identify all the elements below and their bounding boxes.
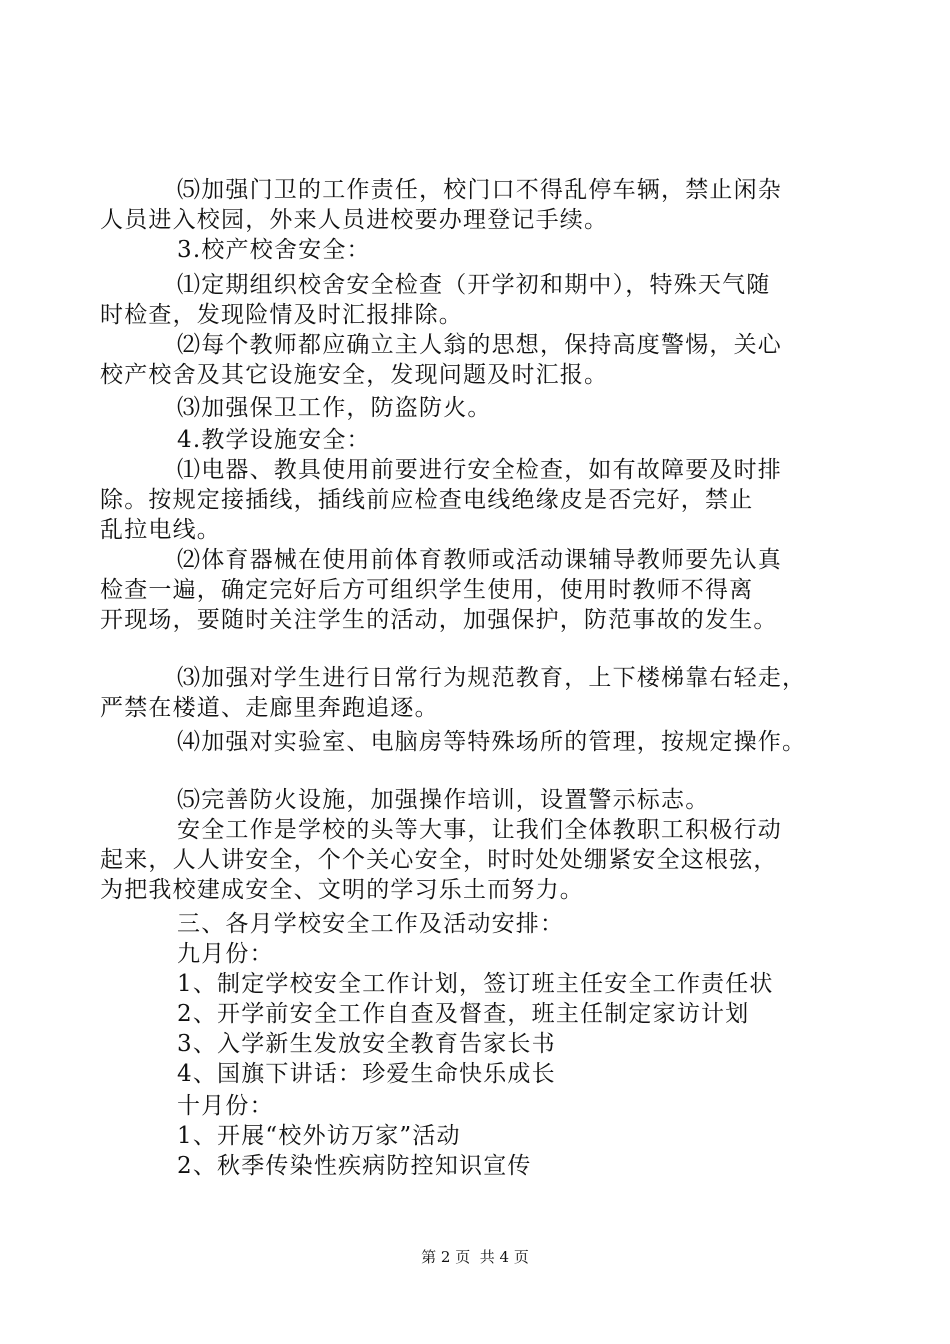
text-line: 4.教学设施安全： bbox=[177, 427, 371, 453]
text-line: 校产校舍及其它设施安全，发现问题及时汇报。 bbox=[100, 362, 609, 388]
text-line: 1、开展“校外访万家”活动 bbox=[177, 1123, 461, 1149]
text-line: 1、制定学校安全工作计划，签订班主任安全工作责任状 bbox=[177, 971, 774, 997]
text-line: 乱拉电线。 bbox=[100, 517, 221, 543]
page-footer: 第 2 页 共 4 页 bbox=[421, 1248, 529, 1266]
text-line: ⑶加强保卫工作，防盗防火。 bbox=[177, 395, 492, 421]
text-line: 2、开学前安全工作自查及督查，班主任制定家访计划 bbox=[177, 1001, 750, 1027]
text-line: 3.校产校舍安全： bbox=[177, 237, 371, 263]
text-line: 三、各月学校安全工作及活动安排： bbox=[177, 911, 565, 937]
text-line: ⑵体育器械在使用前体育教师或活动课辅导教师要先认真 bbox=[177, 547, 782, 573]
text-line: 严禁在楼道、走廊里奔跑追逐。 bbox=[100, 695, 439, 721]
text-line: 3、入学新生发放安全教育告家长书 bbox=[177, 1031, 556, 1057]
text-line: ⑷加强对实验室、电脑房等特殊场所的管理，按规定操作。 bbox=[177, 729, 807, 755]
text-line: 人员进入校园，外来人员进校要办理登记手续。 bbox=[100, 207, 609, 233]
text-line: 时检查，发现险情及时汇报排除。 bbox=[100, 302, 463, 328]
text-line: ⑶加强对学生进行日常行为规范教育，上下楼梯靠右轻走， bbox=[177, 665, 807, 691]
text-line: 为把我校建成安全、文明的学习乐土而努力。 bbox=[100, 877, 584, 903]
text-line: ⑴电器、教具使用前要进行安全检查，如有故障要及时排 bbox=[177, 457, 782, 483]
text-line: 检查一遍，确定完好后方可组织学生使用，使用时教师不得离 bbox=[100, 577, 754, 603]
text-line: 除。按规定接插线，插线前应检查电线绝缘皮是否完好，禁止 bbox=[100, 487, 754, 513]
text-line: 2、秋季传染性疾病防控知识宣传 bbox=[177, 1153, 532, 1179]
text-line: 十月份： bbox=[177, 1093, 274, 1119]
text-line: ⑸完善防火设施，加强操作培训，设置警示标志。 bbox=[177, 787, 710, 813]
text-line: ⑸加强门卫的工作责任，校门口不得乱停车辆，禁止闲杂 bbox=[177, 177, 782, 203]
text-line: ⑵每个教师都应确立主人翁的思想，保持高度警惕，关心 bbox=[177, 332, 782, 358]
text-line: ⑴定期组织校舍安全检查（开学初和期中），特殊天气随 bbox=[177, 272, 771, 298]
text-line: 开现场，要随时关注学生的活动，加强保护，防范事故的发生。 bbox=[100, 607, 778, 633]
text-line: 安全工作是学校的头等大事，让我们全体教职工积极行动 bbox=[177, 817, 782, 843]
text-line: 九月份： bbox=[177, 941, 274, 967]
text-line: 4、国旗下讲话：珍爱生命快乐成长 bbox=[177, 1061, 556, 1087]
text-line: 起来，人人讲安全，个个关心安全，时时处处绷紧安全这根弦， bbox=[100, 847, 778, 873]
